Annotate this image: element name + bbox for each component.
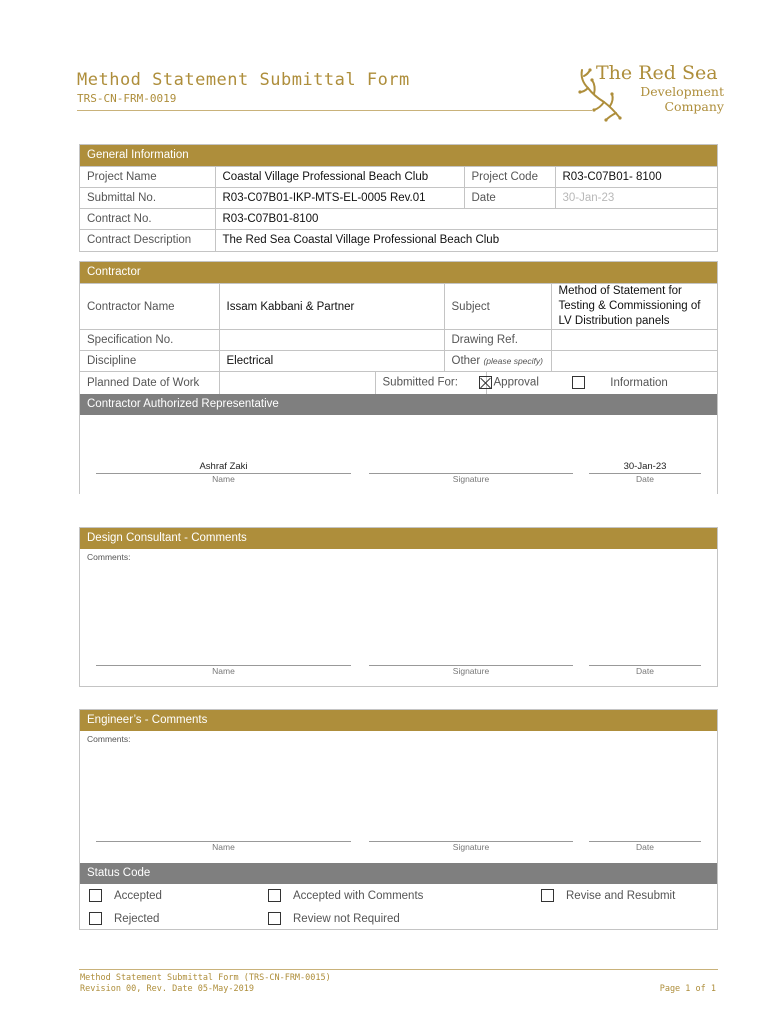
project-name-label: Project Name — [80, 167, 215, 188]
project-name-value[interactable]: Coastal Village Professional Beach Club — [215, 167, 464, 188]
accepted-label: Accepted — [114, 889, 162, 902]
approval-label: Approval — [493, 376, 539, 389]
general-information-heading: General Information — [80, 145, 717, 166]
accepted-with-comments-checkbox[interactable] — [268, 889, 281, 902]
contractor-heading: Contractor — [80, 262, 717, 283]
other-value[interactable] — [551, 351, 717, 372]
engineer-comments-area[interactable] — [80, 731, 717, 863]
company-logo — [574, 62, 724, 124]
contract-no-label: Contract No. — [80, 209, 215, 230]
footer-divider — [79, 969, 718, 970]
design-comments-label: Comments: — [87, 552, 131, 562]
drawing-ref-label: Drawing Ref. — [444, 330, 551, 351]
header-divider — [77, 110, 592, 111]
status-revise-resubmit[interactable] — [541, 889, 675, 902]
representative-signature-area — [80, 415, 717, 495]
footer-page-number: Page 1 of 1 — [659, 984, 716, 994]
status-review-not-required[interactable] — [268, 912, 400, 925]
form-title: Method Statement Submittal Form — [77, 70, 410, 90]
footer-revision: Revision 00, Rev. Date 05-May-2019 — [80, 984, 254, 994]
other-note: (please specify) — [483, 356, 543, 366]
contractor-name-label: Contractor Name — [80, 284, 219, 330]
accepted-with-comments-label: Accepted with Comments — [293, 889, 424, 902]
status-accepted[interactable] — [89, 889, 162, 902]
design-consultant-heading: Design Consultant - Comments — [80, 528, 717, 549]
date-caption: Date — [636, 473, 654, 484]
accepted-checkbox[interactable] — [89, 889, 102, 902]
revise-resubmit-label: Revise and Resubmit — [566, 889, 676, 902]
engineer-comments-label: Comments: — [87, 734, 131, 744]
discipline-value[interactable]: Electrical — [219, 351, 444, 372]
submittal-no-label: Submittal No. — [80, 188, 215, 209]
contract-no-value[interactable]: R03-C07B01-8100 — [215, 209, 717, 230]
review-not-required-checkbox[interactable] — [268, 912, 281, 925]
specification-no-label: Specification No. — [80, 330, 219, 351]
subject-value[interactable]: Method of Statement for Testing & Commissioning of LV Distribution panels — [551, 284, 717, 330]
footer-form-reference: Method Statement Submittal Form (TRS-CN-FRM-0015) — [80, 973, 331, 983]
date-label: Date — [464, 188, 555, 209]
status-accepted-with-comments[interactable] — [268, 889, 423, 902]
approval-checkbox[interactable] — [479, 376, 492, 389]
logo-line-3: Company — [664, 99, 724, 114]
design-signature-caption: Signature — [452, 666, 490, 676]
drawing-ref-value[interactable] — [551, 330, 717, 351]
submittal-no-value[interactable]: R03-C07B01-IKP-MTS-EL-0005 Rev.01 — [215, 188, 464, 209]
planned-date-label: Planned Date of Work — [80, 372, 219, 394]
project-code-label: Project Code — [464, 167, 555, 188]
representative-heading: Contractor Authorized Representative — [80, 394, 717, 415]
submitted-for-label: Submitted For: — [382, 376, 458, 389]
subject-label: Subject — [444, 284, 551, 330]
name-caption: Name — [212, 473, 235, 484]
status-code-heading: Status Code — [80, 863, 717, 884]
engineer-name-caption: Name — [212, 842, 235, 852]
design-name-caption: Name — [212, 666, 235, 676]
status-code-options — [80, 884, 717, 930]
review-not-required-label: Review not Required — [293, 912, 400, 925]
information-checkbox[interactable] — [572, 376, 585, 389]
design-consultant-section — [79, 527, 718, 687]
representative-name-value[interactable]: Ashraf Zaki — [199, 460, 248, 472]
approval-information-cell — [486, 372, 717, 394]
logo-line-1: The Red Sea — [596, 62, 718, 84]
submitted-for-cell — [375, 372, 486, 394]
planned-date-value[interactable] — [219, 372, 375, 394]
design-comments-area[interactable] — [80, 549, 717, 686]
status-rejected[interactable] — [89, 912, 159, 925]
date-value[interactable]: 30-Jan-23 — [555, 188, 717, 209]
design-date-caption: Date — [636, 666, 654, 676]
other-label: Other — [451, 355, 481, 367]
engineer-signature-caption: Signature — [452, 842, 490, 852]
representative-date-value[interactable]: 30-Jan-23 — [623, 460, 667, 472]
engineer-date-caption: Date — [636, 842, 654, 852]
information-label: Information — [610, 376, 668, 389]
other-label-cell — [444, 351, 551, 372]
rejected-checkbox[interactable] — [89, 912, 102, 925]
discipline-label: Discipline — [80, 351, 219, 372]
contractor-name-value[interactable]: Issam Kabbani & Partner — [219, 284, 444, 330]
form-code: TRS-CN-FRM-0019 — [77, 92, 177, 105]
revise-resubmit-checkbox[interactable] — [541, 889, 554, 902]
contractor-section — [79, 261, 718, 494]
contract-description-label: Contract Description — [80, 230, 215, 251]
project-code-value[interactable]: R03-C07B01- 8100 — [555, 167, 717, 188]
contract-description-value[interactable]: The Red Sea Coastal Village Professional Beach Club — [215, 230, 717, 251]
engineer-section — [79, 709, 718, 930]
signature-caption: Signature — [452, 473, 490, 484]
general-information-section — [79, 144, 718, 252]
engineer-heading: Engineer’s - Comments — [80, 710, 717, 731]
logo-line-2: Development — [640, 84, 724, 99]
rejected-label: Rejected — [114, 912, 160, 925]
specification-no-value[interactable] — [219, 330, 444, 351]
